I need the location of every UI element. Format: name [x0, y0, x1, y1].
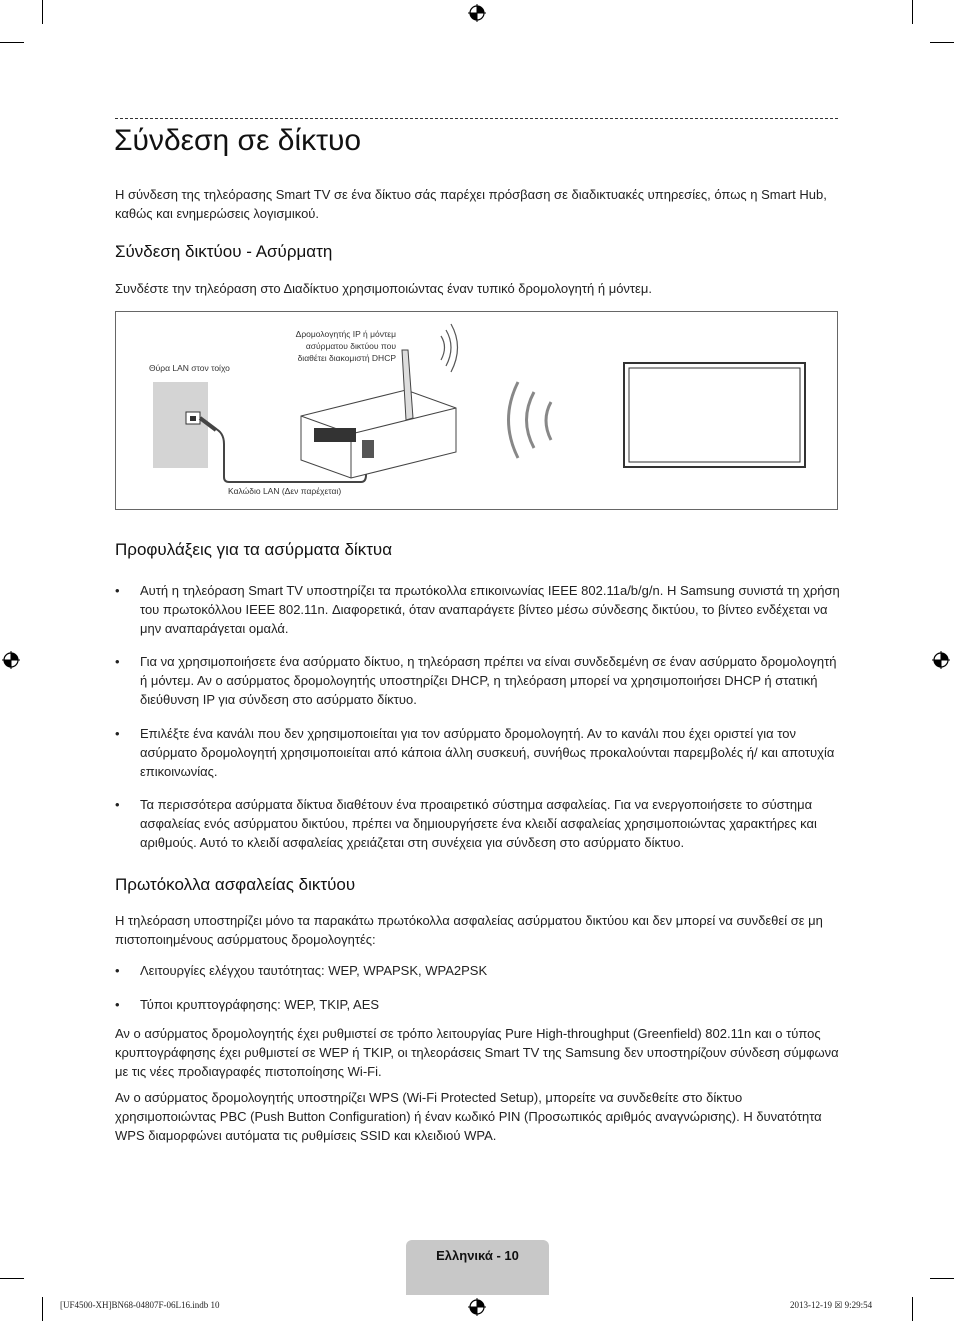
router-signal-icon [441, 324, 458, 372]
crop-mark [912, 0, 913, 24]
print-file-info: [UF4500-XH]BN68-04807F-06L16.indb 10 [60, 1300, 220, 1310]
list-item-text: Για να χρησιμοποιήσετε ένα ασύρματο δίκτυο, η τηλεόραση πρέπει να είναι συνδεδεμένη σε έναν ασύρματο δρομολογητή ή μόντεμ. Αν ο ασύρματος δρομολογητής υποστηρίζει DHCP, η τηλεόραση μπορεί να χρησιμοποιήσει DHCP ή στατική διεύθυνση IP για σύνδεση στο ασύρματο δίκτυο. [140, 654, 837, 707]
crop-mark [930, 42, 954, 43]
bullet-glyph: • [115, 797, 120, 812]
registration-mark-icon [468, 4, 486, 22]
list-item-text: Λειτουργίες ελέγχου ταυτότητας: WEP, WPAPSK, WPA2PSK [140, 963, 488, 978]
registration-mark-icon [468, 1298, 486, 1316]
security-heading: Πρωτόκολλα ασφαλείας δικτύου [115, 875, 356, 894]
crop-mark [912, 1297, 913, 1321]
crop-mark [42, 1297, 43, 1321]
list-item-text: Αυτή η τηλεόραση Smart TV υποστηρίζει τα πρωτόκολλα επικοινωνίας IEEE 802.11a/b/g/n. Η Samsung συνιστά τη χρήση του πρωτοκόλλου IEEE 802.11n. Διαφορετικά, όταν αναπαράγετε βίντεο μέσω σύνδεσης δικτύου, το βίντεο ενδέχεται να μην αναπαράγεται ομαλά. [140, 583, 840, 636]
cable-label: Καλώδιο LAN (Δεν παρέχεται) [228, 486, 342, 496]
wireless-heading: Σύνδεση δικτύου - Ασύρματη [115, 242, 333, 261]
bullet-glyph: • [115, 654, 120, 669]
bullet-glyph: • [115, 583, 120, 598]
network-diagram [115, 311, 838, 510]
tv-icon [624, 363, 805, 467]
section-divider [115, 118, 838, 119]
router-icon [301, 350, 456, 478]
bullet-glyph: • [115, 997, 120, 1012]
list-item-text: Επιλέξτε ένα κανάλι που δεν χρησιμοποιείται για τον ασύρματο δρομολογητή. Αν το κανάλι που έχει οριστεί για τον ασύρματο δρομολογητή χρησιμοποιείται από κάποια άλλη συσκευή, συνήθως προκαλούνται παρεμβολές ή/ και αποτυχία επικοινωνίας. [140, 726, 835, 779]
wall-port-label: Θύρα LAN στον τοίχο [149, 363, 230, 373]
security-paragraph-1: Αν ο ασύρματος δρομολογητής έχει ρυθμιστεί σε τρόπο λειτουργίας Pure High-throughput (Greenfield) 802.11n και ο τύπος κρυπτογράφησης έχει ρυθμιστεί σε WEP ή TKIP, οι τηλεοράσεις Smart TV της Samsung δεν υποστηρίζουν σύνδεση σύμφωνα με τις νέες προδιαγραφές πιστοποίησης Wi-Fi. [115, 1026, 839, 1079]
list-item-text: Τύποι κρυπτογράφησης: WEP, TKIP, AES [140, 997, 380, 1012]
list-item-text: Τα περισσότερα ασύρματα δίκτυα διαθέτουν ένα προαιρετικό σύστημα ασφαλείας. Για να ενεργοποιήσετε το σύστημα ασφαλείας ενός ασύρματου δικτύου, πρέπει να δημιουργήσετε ένα κλειδί ασφαλείας χρησιμοποιώντας χαρακτήρες και αριθμούς. Αυτό το κλειδί ασφαλείας χρειάζεται στη συνέχεια για σύνδεση στο ασύρματο δίκτυο. [140, 797, 817, 850]
precautions-heading: Προφυλάξεις για τα ασύρματα δίκτυα [115, 540, 393, 559]
security-intro: Η τηλεόραση υποστηρίζει μόνο τα παρακάτω πρωτόκολλα ασφαλείας ασύρματου δικτύου και δεν μπορεί να συνδεθεί σε μη πιστοποιημένους ασύρματους δρομολογητές: [115, 913, 823, 947]
wireless-signal-icon [509, 382, 552, 458]
crop-mark [930, 1278, 954, 1279]
page-title: Σύνδεση σε δίκτυο [114, 124, 362, 157]
router-label-line-3: διαθέτει διακομιστή DHCP [297, 353, 396, 363]
crop-mark [0, 1278, 24, 1279]
diagram-illustration [116, 312, 837, 509]
page-number: Ελληνικά - 10 [436, 1248, 519, 1263]
security-paragraph-2: Αν ο ασύρματος δρομολογητής υποστηρίζει WPS (Wi-Fi Protected Setup), μπορείτε να συνδεθείτε στο δίκτυο χρησιμοποιώντας PBC (Push Button Configuration) ή έναν κωδικό PIN (Προσωπικός αριθμός αναγνώρισης). Η δυνατότητα WPS διαμορφώνει αυτόματα τις ρυθμίσεις SSID και κλειδιού WPA. [115, 1090, 822, 1143]
crop-mark [0, 42, 24, 43]
crop-mark [42, 0, 43, 24]
router-label-line-2: ασύρματου δικτύου που [305, 341, 396, 351]
bullet-glyph: • [115, 963, 120, 978]
print-timestamp: 2013-12-19 ☒ 9:29:54 [790, 1300, 873, 1310]
wall-icon [153, 382, 216, 468]
registration-mark-icon [932, 651, 950, 669]
wireless-text: Συνδέστε την τηλεόραση στο Διαδίκτυο χρησιμοποιώντας έναν τυπικό δρομολογητή ή μόντεμ. [115, 281, 652, 296]
registration-mark-icon [2, 651, 20, 669]
bullet-glyph: • [115, 726, 120, 741]
router-label-line-1: Δρομολογητής IP ή μόντεμ [295, 329, 396, 339]
intro-paragraph: Η σύνδεση της τηλεόρασης Smart TV σε ένα δίκτυο σάς παρέχει πρόσβαση σε διαδικτυακές υπηρεσίες, όπως η Smart Hub, καθώς και ενημερώσεις λογισμικού. [115, 187, 827, 221]
